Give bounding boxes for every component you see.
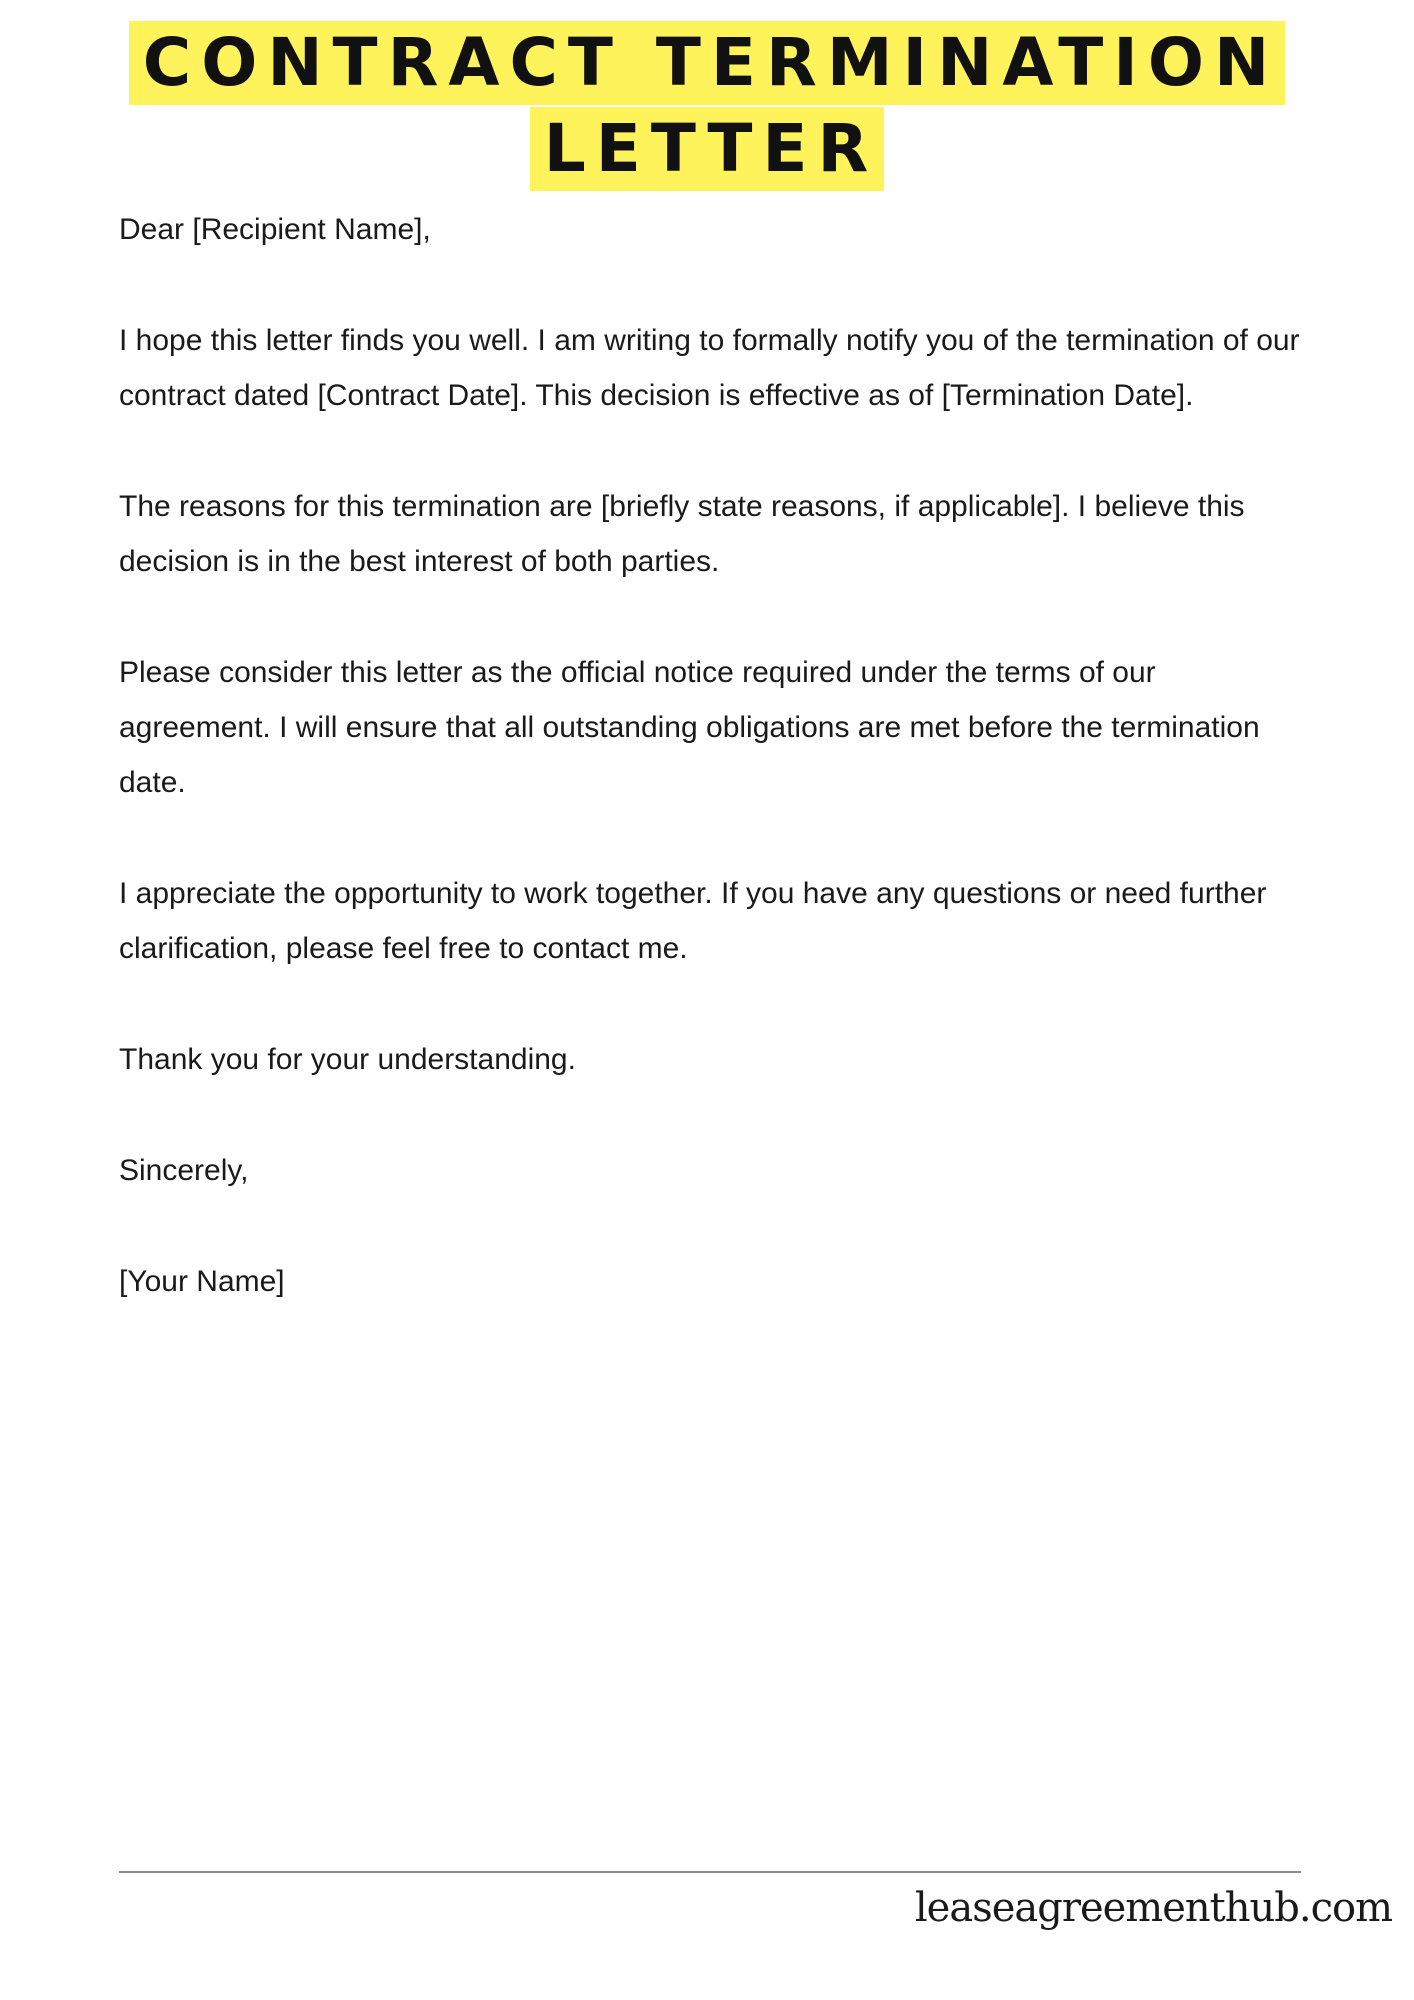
footer-website: leaseagreementhub.com <box>914 1885 1392 1931</box>
paragraph-official-notice: Please consider this letter as the official notice required under the terms of our agreement. I will ensure that all outstanding obligations are met before the termination date. <box>119 656 1260 799</box>
closing: Sincerely, <box>119 1154 249 1187</box>
letter-body <box>119 202 1309 1365</box>
paragraph-notification: I hope this letter finds you well. I am writing to formally notify you of the termination of our contract dated [Contract Date]. This decision is effective as of [Termination Date]. <box>119 324 1300 412</box>
paragraph-reasons: The reasons for this termination are [briefly state reasons, if applicable]. I believe this decision is in the best interest of both parties. <box>119 490 1245 578</box>
salutation: Dear [Recipient Name], <box>119 213 431 246</box>
title-line-1: CONTRACT TERMINATION <box>129 21 1285 105</box>
thanks-line: Thank you for your understanding. <box>119 1043 576 1076</box>
paragraph-appreciation: I appreciate the opportunity to work together. If you have any questions or need further clarification, please feel free to contact me. <box>119 877 1267 965</box>
footer-divider <box>119 1871 1301 1873</box>
title-line-2: LETTER <box>530 107 885 191</box>
signature-placeholder: [Your Name] <box>119 1265 285 1298</box>
document-title <box>0 20 1414 192</box>
